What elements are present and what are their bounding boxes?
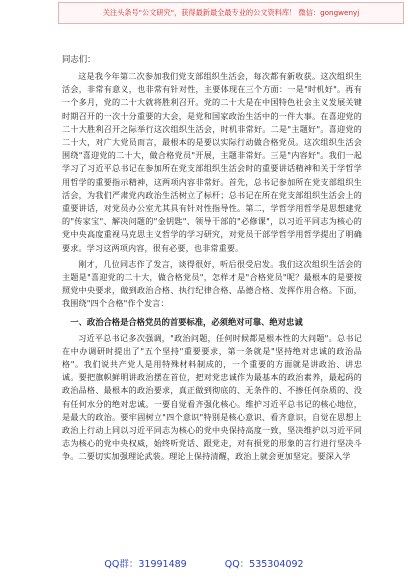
greeting: 同志们： xyxy=(62,54,96,64)
promo-banner-text: 关注头条号"公文研究"，获得最新最全最专业的公文资料库！ 微信：gongwenyj xyxy=(102,8,360,17)
qq-contact-label: QQ：535304092 xyxy=(224,559,304,570)
promo-banner xyxy=(58,2,404,24)
section-heading: 一、政治合格是合格党员的首要标准，必须绝对可靠、绝对忠诚 xyxy=(70,316,303,327)
paragraph: 习近平总书记多次强调，"政治问题，任何时候都是根本性的大问题"。总书记在中办调研时提出了"五个坚持"重要要求，第一条就是"坚持绝对忠诚的政治品格"。我们说共产党人是用特殊材料制成的，一个重要的方面就是讲政治、讲忠诚。要把旗帜鲜明讲政治摆在首位，把对党忠诚作为最基本的政治素养，最起码的政治品格、最根本的政治要求，真正做到彻底的、无条件的、不掺任何杂质的、没有任何水分的绝对忠诚。一要自觉看齐强化核心。维护习近平总书记的核心地位，是最大的政治。要牢固树立"四个意识"特别是核心意识、看齐意识，自觉在思想上政治上行动上同以习近平同志为核心的党中央保持高度一致，坚决维护以习近平同志为核心的党中央权威，始终听党话、跟党走，对有损党的形象的言行进行坚决斗争。二要切实加强理论武装。理论上保持清醒，政治上就会更加坚定。要深入学 xyxy=(62,332,362,462)
document-body xyxy=(62,52,362,467)
qq-group-label: QQ群：31991489 xyxy=(104,559,187,570)
paragraph: 这是我今年第二次参加我们党支部组织生活会，每次都有新收获。这次组织生活会，非常有意义，也非常有针对性，主要体现在三个方面：一是"时机好"。再有一个多月，党的二十大就将胜利召开。党的二十大是在中国特色社会主义发展关键时期召开的一次十分重要的大会，是党和国家政治生活中的一件大事。在喜迎党的二十大胜利召开之际举行这次组织生活会，时机非常好。二是"主题好"。喜迎党的二十大，对广大党员而言，最根本的是要以实际行动做合格党员。这次组织生活会围绕"喜迎党的二十大，做合格党员"开展，主题非常好。三是"内容好"。我们一起学习了习近平总书记在参加所在党支部组织生活会时的重要讲话精神和关于学哲学用哲学的重要指示精神，这两项内容非常好。首先，总书记参加所在党支部组织生活会，为我们严肃党内政治生活树立了标杆；总书记在所在党支部组织生活会上的重要讲话，对党员办公室尤其具有针对性指导性。第二，学哲学用哲学是思想建党的"传家宝"、解决问题的"金钥匙"、领导干部的"必修课"，以习近平同志为核心的党中央高度重视马克思主义哲学的学习研究，对党员干部学哲学用哲学提出了明确要求。学习这两项内容，很有必要，也非常重要。 xyxy=(62,71,362,253)
paragraph: 刚才，几位同志作了发言，谈得很好，听后很受启发。我们这次组织生活会的主题是"喜迎党的二十大，做合格党员"，怎样才是"合格党员"呢？最根本的是要按照党中央要求，做到政治合格、执行纪律合格、品德合格、发挥作用合格。下面，我围绕"四个合格"作个发言： xyxy=(62,258,362,309)
footer xyxy=(0,553,408,573)
